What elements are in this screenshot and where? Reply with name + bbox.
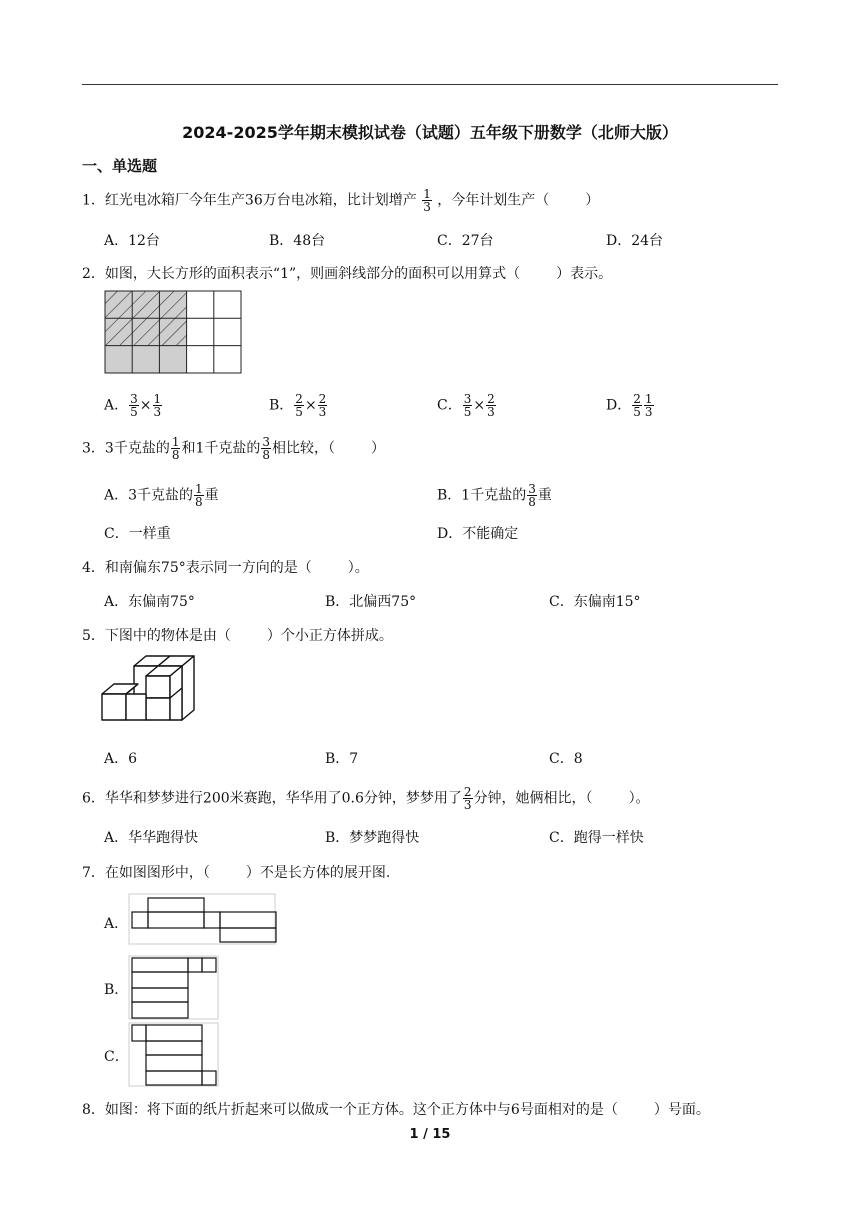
q7-net-c: [128, 1022, 220, 1088]
q7-option-a[interactable]: A．: [104, 916, 129, 932]
question-text: 红光电冰箱厂今年生产36万台电冰箱，比计划增产: [104, 192, 417, 209]
question-number: 5．: [82, 628, 105, 644]
q2-grid-figure: [104, 290, 244, 374]
q4-option-b[interactable]: B．北偏西75°: [325, 594, 417, 610]
question-5: 5．下图中的物体是由（ ）个小正方体拼成。: [82, 628, 393, 644]
q6-option-a[interactable]: A．华华跑得快: [104, 830, 199, 846]
question-text: 如图，大长方形的面积表示“1”，则画斜线部分的面积可以用算式（: [104, 266, 521, 282]
q1-option-d[interactable]: D．24台: [606, 233, 664, 249]
q6-option-c[interactable]: C．跑得一样快: [549, 830, 644, 846]
q5-option-c[interactable]: C．8: [549, 751, 583, 767]
page-number: 1 / 15: [409, 1127, 451, 1142]
header-rule: [82, 84, 778, 85]
question-1: 1．红光电冰箱厂今年生产36万台电冰箱，比计划增产 $\frac{1}{3}$ ，今年计划生产（ ）: [82, 187, 600, 214]
page-title: 2024-2025学年期末模拟试卷（试题）五年级下册数学（北师大版）: [182, 123, 678, 142]
question-6: 6．华华和梦梦进行200米赛跑，华华用了0.6分钟，梦梦用了 $\frac{2}{3}$ 分钟，她俩相比，（ ）。: [82, 785, 650, 812]
q7-option-b[interactable]: B．: [104, 982, 129, 998]
q1-option-c[interactable]: C．27台: [437, 233, 494, 249]
section-heading: 一、单选题: [82, 157, 158, 175]
question-number: 8．: [82, 1102, 105, 1118]
question-number: 2．: [82, 266, 105, 282]
q6-option-b[interactable]: B．梦梦跑得快: [325, 830, 420, 846]
q2-option-c[interactable]: C． $\frac{3}{5}$ × $\frac{2}{3}$: [437, 392, 495, 419]
q2-option-b[interactable]: B． $\frac{2}{5}$ × $\frac{2}{3}$: [269, 392, 327, 419]
question-number: 3．: [82, 440, 105, 457]
question-4: 4．和南偏东75°表示同一方向的是（ ）。: [82, 560, 369, 576]
q2-option-d[interactable]: D． $\frac{2}{5}$ $\frac{1}{3}$: [606, 392, 653, 419]
q1-option-b[interactable]: B．48台: [269, 233, 326, 249]
q4-option-a[interactable]: A．东偏南75°: [104, 594, 195, 610]
q4-option-c[interactable]: C．东偏南15°: [549, 594, 641, 610]
q5-option-a[interactable]: A．6: [104, 751, 138, 767]
question-text: ，今年计划生产（: [437, 192, 550, 209]
q7-net-b: [128, 955, 220, 1021]
q3-option-a[interactable]: A．3千克盐的 $\frac{1}{8}$ 重: [104, 482, 219, 509]
q5-cubes-figure: [100, 654, 200, 722]
fraction: $\frac{1}{3}$: [423, 187, 431, 214]
q3-option-c[interactable]: C．一样重: [104, 526, 171, 542]
question-3: 3．3千克盐的 $\frac{1}{8}$ 和1千克盐的 $\frac{3}{8}$ 相比较，（ ）: [82, 435, 386, 462]
q3-option-d[interactable]: D．不能确定: [437, 526, 519, 542]
q5-option-b[interactable]: B．7: [325, 751, 359, 767]
q7-net-a: [128, 893, 278, 947]
question-number: 4．: [82, 560, 105, 576]
question-2: 2．如图，大长方形的面积表示“1”，则画斜线部分的面积可以用算式（ ）表示。: [82, 266, 613, 282]
question-number: 6．: [82, 790, 105, 807]
q2-option-a[interactable]: A． $\frac{3}{5}$ × $\frac{1}{3}$: [104, 392, 162, 419]
question-7: 7．在如图图形中，（ ）不是长方体的展开图.: [82, 865, 391, 881]
question-8: 8．如图：将下面的纸片折起来可以做成一个正方体。这个正方体中与6号面相对的是（ ）号面。: [82, 1102, 710, 1118]
q7-option-c[interactable]: C．: [104, 1049, 129, 1065]
q1-option-a[interactable]: A．12台: [104, 233, 160, 249]
q3-option-b[interactable]: B．1千克盐的 $\frac{3}{8}$ 重: [437, 482, 552, 509]
question-number: 1．: [82, 192, 105, 209]
question-number: 7．: [82, 865, 105, 881]
